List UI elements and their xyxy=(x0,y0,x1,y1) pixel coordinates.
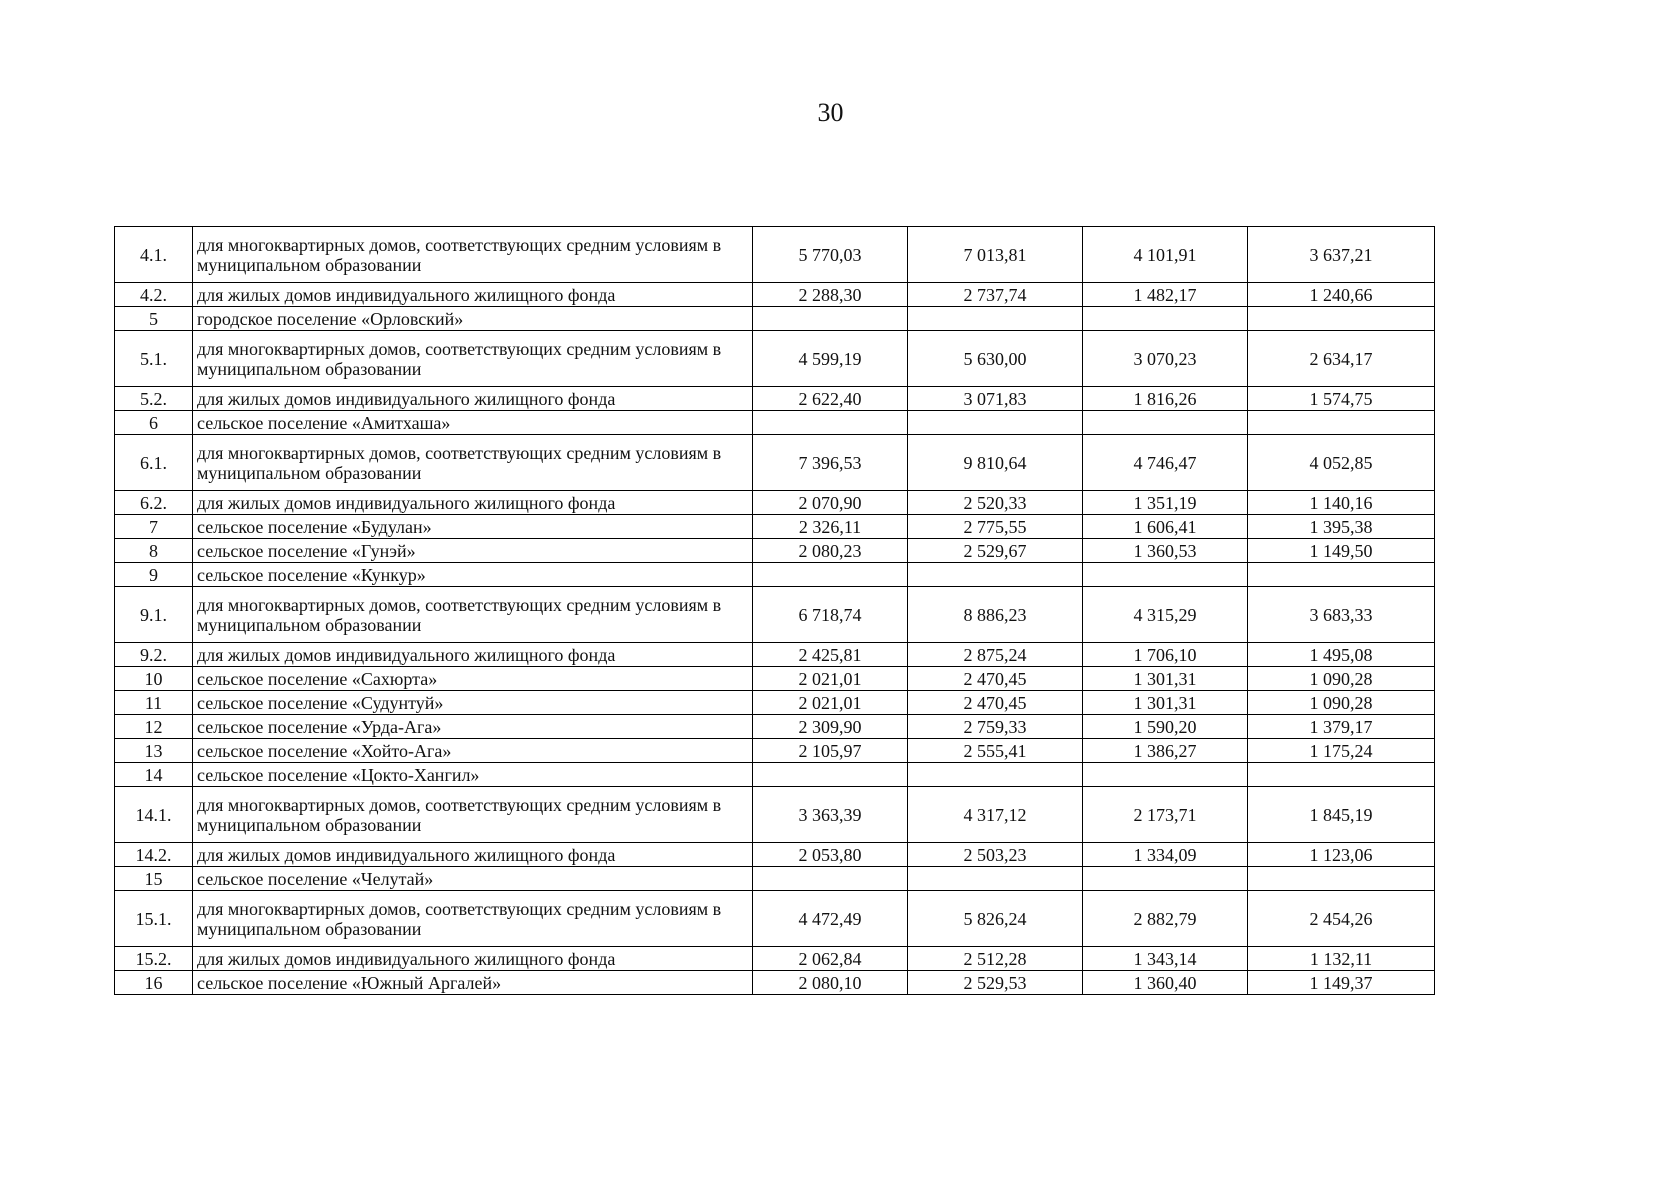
row-description: сельское поселение «Кункур» xyxy=(193,563,753,587)
value-col-4: 4 052,85 xyxy=(1248,435,1435,491)
value-col-4 xyxy=(1248,411,1435,435)
value-col-1: 2 309,90 xyxy=(753,715,908,739)
value-col-2: 2 512,28 xyxy=(908,947,1083,971)
table-row xyxy=(115,891,1435,947)
table-row xyxy=(115,307,1435,331)
value-col-1: 5 770,03 xyxy=(753,227,908,283)
row-number: 13 xyxy=(115,739,193,763)
value-col-1: 2 326,11 xyxy=(753,515,908,539)
value-col-1: 2 080,10 xyxy=(753,971,908,995)
table-row xyxy=(115,843,1435,867)
row-number: 9.2. xyxy=(115,643,193,667)
value-col-4: 1 140,16 xyxy=(1248,491,1435,515)
row-number: 15.2. xyxy=(115,947,193,971)
table-row xyxy=(115,667,1435,691)
value-col-1: 2 288,30 xyxy=(753,283,908,307)
value-col-1: 2 105,97 xyxy=(753,739,908,763)
value-col-3: 1 301,31 xyxy=(1083,691,1248,715)
row-number: 5.1. xyxy=(115,331,193,387)
value-col-3: 1 360,40 xyxy=(1083,971,1248,995)
row-number: 9 xyxy=(115,563,193,587)
row-number: 9.1. xyxy=(115,587,193,643)
value-col-4 xyxy=(1248,563,1435,587)
value-col-3: 1 343,14 xyxy=(1083,947,1248,971)
row-description: сельское поселение «Урда-Ага» xyxy=(193,715,753,739)
value-col-1: 2 622,40 xyxy=(753,387,908,411)
value-col-2: 7 013,81 xyxy=(908,227,1083,283)
value-col-2: 5 826,24 xyxy=(908,891,1083,947)
value-col-4: 3 683,33 xyxy=(1248,587,1435,643)
value-col-4: 2 634,17 xyxy=(1248,331,1435,387)
table-row xyxy=(115,491,1435,515)
row-number: 14.1. xyxy=(115,787,193,843)
value-col-4: 1 175,24 xyxy=(1248,739,1435,763)
value-col-2: 4 317,12 xyxy=(908,787,1083,843)
value-col-1: 6 718,74 xyxy=(753,587,908,643)
row-description: для многоквартирных домов, соответствующих средним условиям в муниципальном образовании xyxy=(193,435,753,491)
row-description: для многоквартирных домов, соответствующих средним условиям в муниципальном образовании xyxy=(193,227,753,283)
value-col-3: 1 816,26 xyxy=(1083,387,1248,411)
row-number: 8 xyxy=(115,539,193,563)
table-row xyxy=(115,643,1435,667)
value-col-1: 3 363,39 xyxy=(753,787,908,843)
row-number: 5 xyxy=(115,307,193,331)
row-number: 14 xyxy=(115,763,193,787)
value-col-2 xyxy=(908,307,1083,331)
row-description: сельское поселение «Гунэй» xyxy=(193,539,753,563)
row-description: городское поселение «Орловский» xyxy=(193,307,753,331)
row-description: для жилых домов индивидуального жилищного фонда xyxy=(193,387,753,411)
table-row xyxy=(115,715,1435,739)
value-col-3 xyxy=(1083,563,1248,587)
table-row xyxy=(115,947,1435,971)
table-row xyxy=(115,411,1435,435)
value-col-1 xyxy=(753,307,908,331)
value-col-2: 2 529,53 xyxy=(908,971,1083,995)
row-description: для многоквартирных домов, соответствующих средним условиям в муниципальном образовании xyxy=(193,331,753,387)
value-col-4: 1 090,28 xyxy=(1248,667,1435,691)
value-col-3: 2 882,79 xyxy=(1083,891,1248,947)
value-col-3: 1 590,20 xyxy=(1083,715,1248,739)
value-col-2: 9 810,64 xyxy=(908,435,1083,491)
value-col-1 xyxy=(753,867,908,891)
value-col-4 xyxy=(1248,867,1435,891)
row-number: 15 xyxy=(115,867,193,891)
value-col-3: 1 606,41 xyxy=(1083,515,1248,539)
row-number: 6 xyxy=(115,411,193,435)
row-number: 6.1. xyxy=(115,435,193,491)
value-col-2: 5 630,00 xyxy=(908,331,1083,387)
table-row xyxy=(115,331,1435,387)
value-col-3: 1 386,27 xyxy=(1083,739,1248,763)
row-number: 10 xyxy=(115,667,193,691)
value-col-4: 1 123,06 xyxy=(1248,843,1435,867)
row-description: для жилых домов индивидуального жилищного фонда xyxy=(193,643,753,667)
value-col-2: 8 886,23 xyxy=(908,587,1083,643)
table-row xyxy=(115,587,1435,643)
value-col-4 xyxy=(1248,307,1435,331)
value-col-4: 1 132,11 xyxy=(1248,947,1435,971)
row-description: сельское поселение «Будулан» xyxy=(193,515,753,539)
value-col-3: 4 315,29 xyxy=(1083,587,1248,643)
value-col-3: 3 070,23 xyxy=(1083,331,1248,387)
value-col-4: 3 637,21 xyxy=(1248,227,1435,283)
value-col-4: 1 379,17 xyxy=(1248,715,1435,739)
table-row xyxy=(115,787,1435,843)
table-row xyxy=(115,691,1435,715)
table-row xyxy=(115,763,1435,787)
row-description: для жилых домов индивидуального жилищного фонда xyxy=(193,283,753,307)
tariff-table xyxy=(114,226,1435,995)
value-col-3: 1 351,19 xyxy=(1083,491,1248,515)
value-col-3 xyxy=(1083,763,1248,787)
row-description: для многоквартирных домов, соответствующих средним условиям в муниципальном образовании xyxy=(193,587,753,643)
row-description: для многоквартирных домов, соответствующих средним условиям в муниципальном образовании xyxy=(193,891,753,947)
value-col-4: 1 574,75 xyxy=(1248,387,1435,411)
row-number: 4.1. xyxy=(115,227,193,283)
value-col-1: 2 053,80 xyxy=(753,843,908,867)
value-col-4: 1 395,38 xyxy=(1248,515,1435,539)
row-number: 6.2. xyxy=(115,491,193,515)
row-description: сельское поселение «Судунтуй» xyxy=(193,691,753,715)
row-description: сельское поселение «Челутай» xyxy=(193,867,753,891)
value-col-1 xyxy=(753,563,908,587)
row-description: для жилых домов индивидуального жилищного фонда xyxy=(193,947,753,971)
value-col-2: 2 875,24 xyxy=(908,643,1083,667)
row-description: сельское поселение «Сахюрта» xyxy=(193,667,753,691)
value-col-3: 1 706,10 xyxy=(1083,643,1248,667)
value-col-2 xyxy=(908,867,1083,891)
row-description: сельское поселение «Цокто-Хангил» xyxy=(193,763,753,787)
value-col-1: 2 021,01 xyxy=(753,691,908,715)
value-col-2: 3 071,83 xyxy=(908,387,1083,411)
table-row xyxy=(115,227,1435,283)
value-col-1: 2 062,84 xyxy=(753,947,908,971)
value-col-1: 7 396,53 xyxy=(753,435,908,491)
row-number: 16 xyxy=(115,971,193,995)
value-col-2: 2 470,45 xyxy=(908,667,1083,691)
value-col-3: 1 334,09 xyxy=(1083,843,1248,867)
value-col-2: 2 529,67 xyxy=(908,539,1083,563)
value-col-2: 2 555,41 xyxy=(908,739,1083,763)
value-col-2: 2 520,33 xyxy=(908,491,1083,515)
row-number: 11 xyxy=(115,691,193,715)
value-col-2 xyxy=(908,563,1083,587)
table-row xyxy=(115,387,1435,411)
value-col-3: 4 101,91 xyxy=(1083,227,1248,283)
row-description: для жилых домов индивидуального жилищного фонда xyxy=(193,491,753,515)
value-col-2: 2 737,74 xyxy=(908,283,1083,307)
value-col-4: 1 495,08 xyxy=(1248,643,1435,667)
table-row xyxy=(115,739,1435,763)
page-number: 30 xyxy=(817,98,844,127)
value-col-4: 1 845,19 xyxy=(1248,787,1435,843)
row-number: 12 xyxy=(115,715,193,739)
value-col-3: 1 301,31 xyxy=(1083,667,1248,691)
row-number: 5.2. xyxy=(115,387,193,411)
value-col-3: 1 360,53 xyxy=(1083,539,1248,563)
value-col-3: 2 173,71 xyxy=(1083,787,1248,843)
row-description: сельское поселение «Южный Аргалей» xyxy=(193,971,753,995)
value-col-3: 4 746,47 xyxy=(1083,435,1248,491)
table-row xyxy=(115,539,1435,563)
value-col-4: 2 454,26 xyxy=(1248,891,1435,947)
value-col-1: 2 070,90 xyxy=(753,491,908,515)
value-col-1: 4 599,19 xyxy=(753,331,908,387)
table-row xyxy=(115,563,1435,587)
value-col-1: 2 080,23 xyxy=(753,539,908,563)
value-col-4 xyxy=(1248,763,1435,787)
value-col-3 xyxy=(1083,307,1248,331)
value-col-2: 2 503,23 xyxy=(908,843,1083,867)
value-col-1: 2 425,81 xyxy=(753,643,908,667)
value-col-2 xyxy=(908,411,1083,435)
row-number: 14.2. xyxy=(115,843,193,867)
row-description: для жилых домов индивидуального жилищного фонда xyxy=(193,843,753,867)
row-description: сельское поселение «Амитхаша» xyxy=(193,411,753,435)
value-col-1 xyxy=(753,763,908,787)
value-col-4: 1 149,50 xyxy=(1248,539,1435,563)
row-description: сельское поселение «Хойто-Ага» xyxy=(193,739,753,763)
value-col-4: 1 240,66 xyxy=(1248,283,1435,307)
row-number: 4.2. xyxy=(115,283,193,307)
row-number: 15.1. xyxy=(115,891,193,947)
value-col-4: 1 090,28 xyxy=(1248,691,1435,715)
value-col-3: 1 482,17 xyxy=(1083,283,1248,307)
table-row xyxy=(115,515,1435,539)
value-col-4: 1 149,37 xyxy=(1248,971,1435,995)
row-number: 7 xyxy=(115,515,193,539)
table-row xyxy=(115,283,1435,307)
table-body xyxy=(115,227,1435,995)
value-col-2 xyxy=(908,763,1083,787)
table-row xyxy=(115,971,1435,995)
value-col-1: 2 021,01 xyxy=(753,667,908,691)
table-row xyxy=(115,435,1435,491)
value-col-2: 2 470,45 xyxy=(908,691,1083,715)
table-row xyxy=(115,867,1435,891)
row-description: для многоквартирных домов, соответствующих средним условиям в муниципальном образовании xyxy=(193,787,753,843)
value-col-3 xyxy=(1083,867,1248,891)
value-col-2: 2 759,33 xyxy=(908,715,1083,739)
value-col-1: 4 472,49 xyxy=(753,891,908,947)
value-col-1 xyxy=(753,411,908,435)
value-col-2: 2 775,55 xyxy=(908,515,1083,539)
value-col-3 xyxy=(1083,411,1248,435)
